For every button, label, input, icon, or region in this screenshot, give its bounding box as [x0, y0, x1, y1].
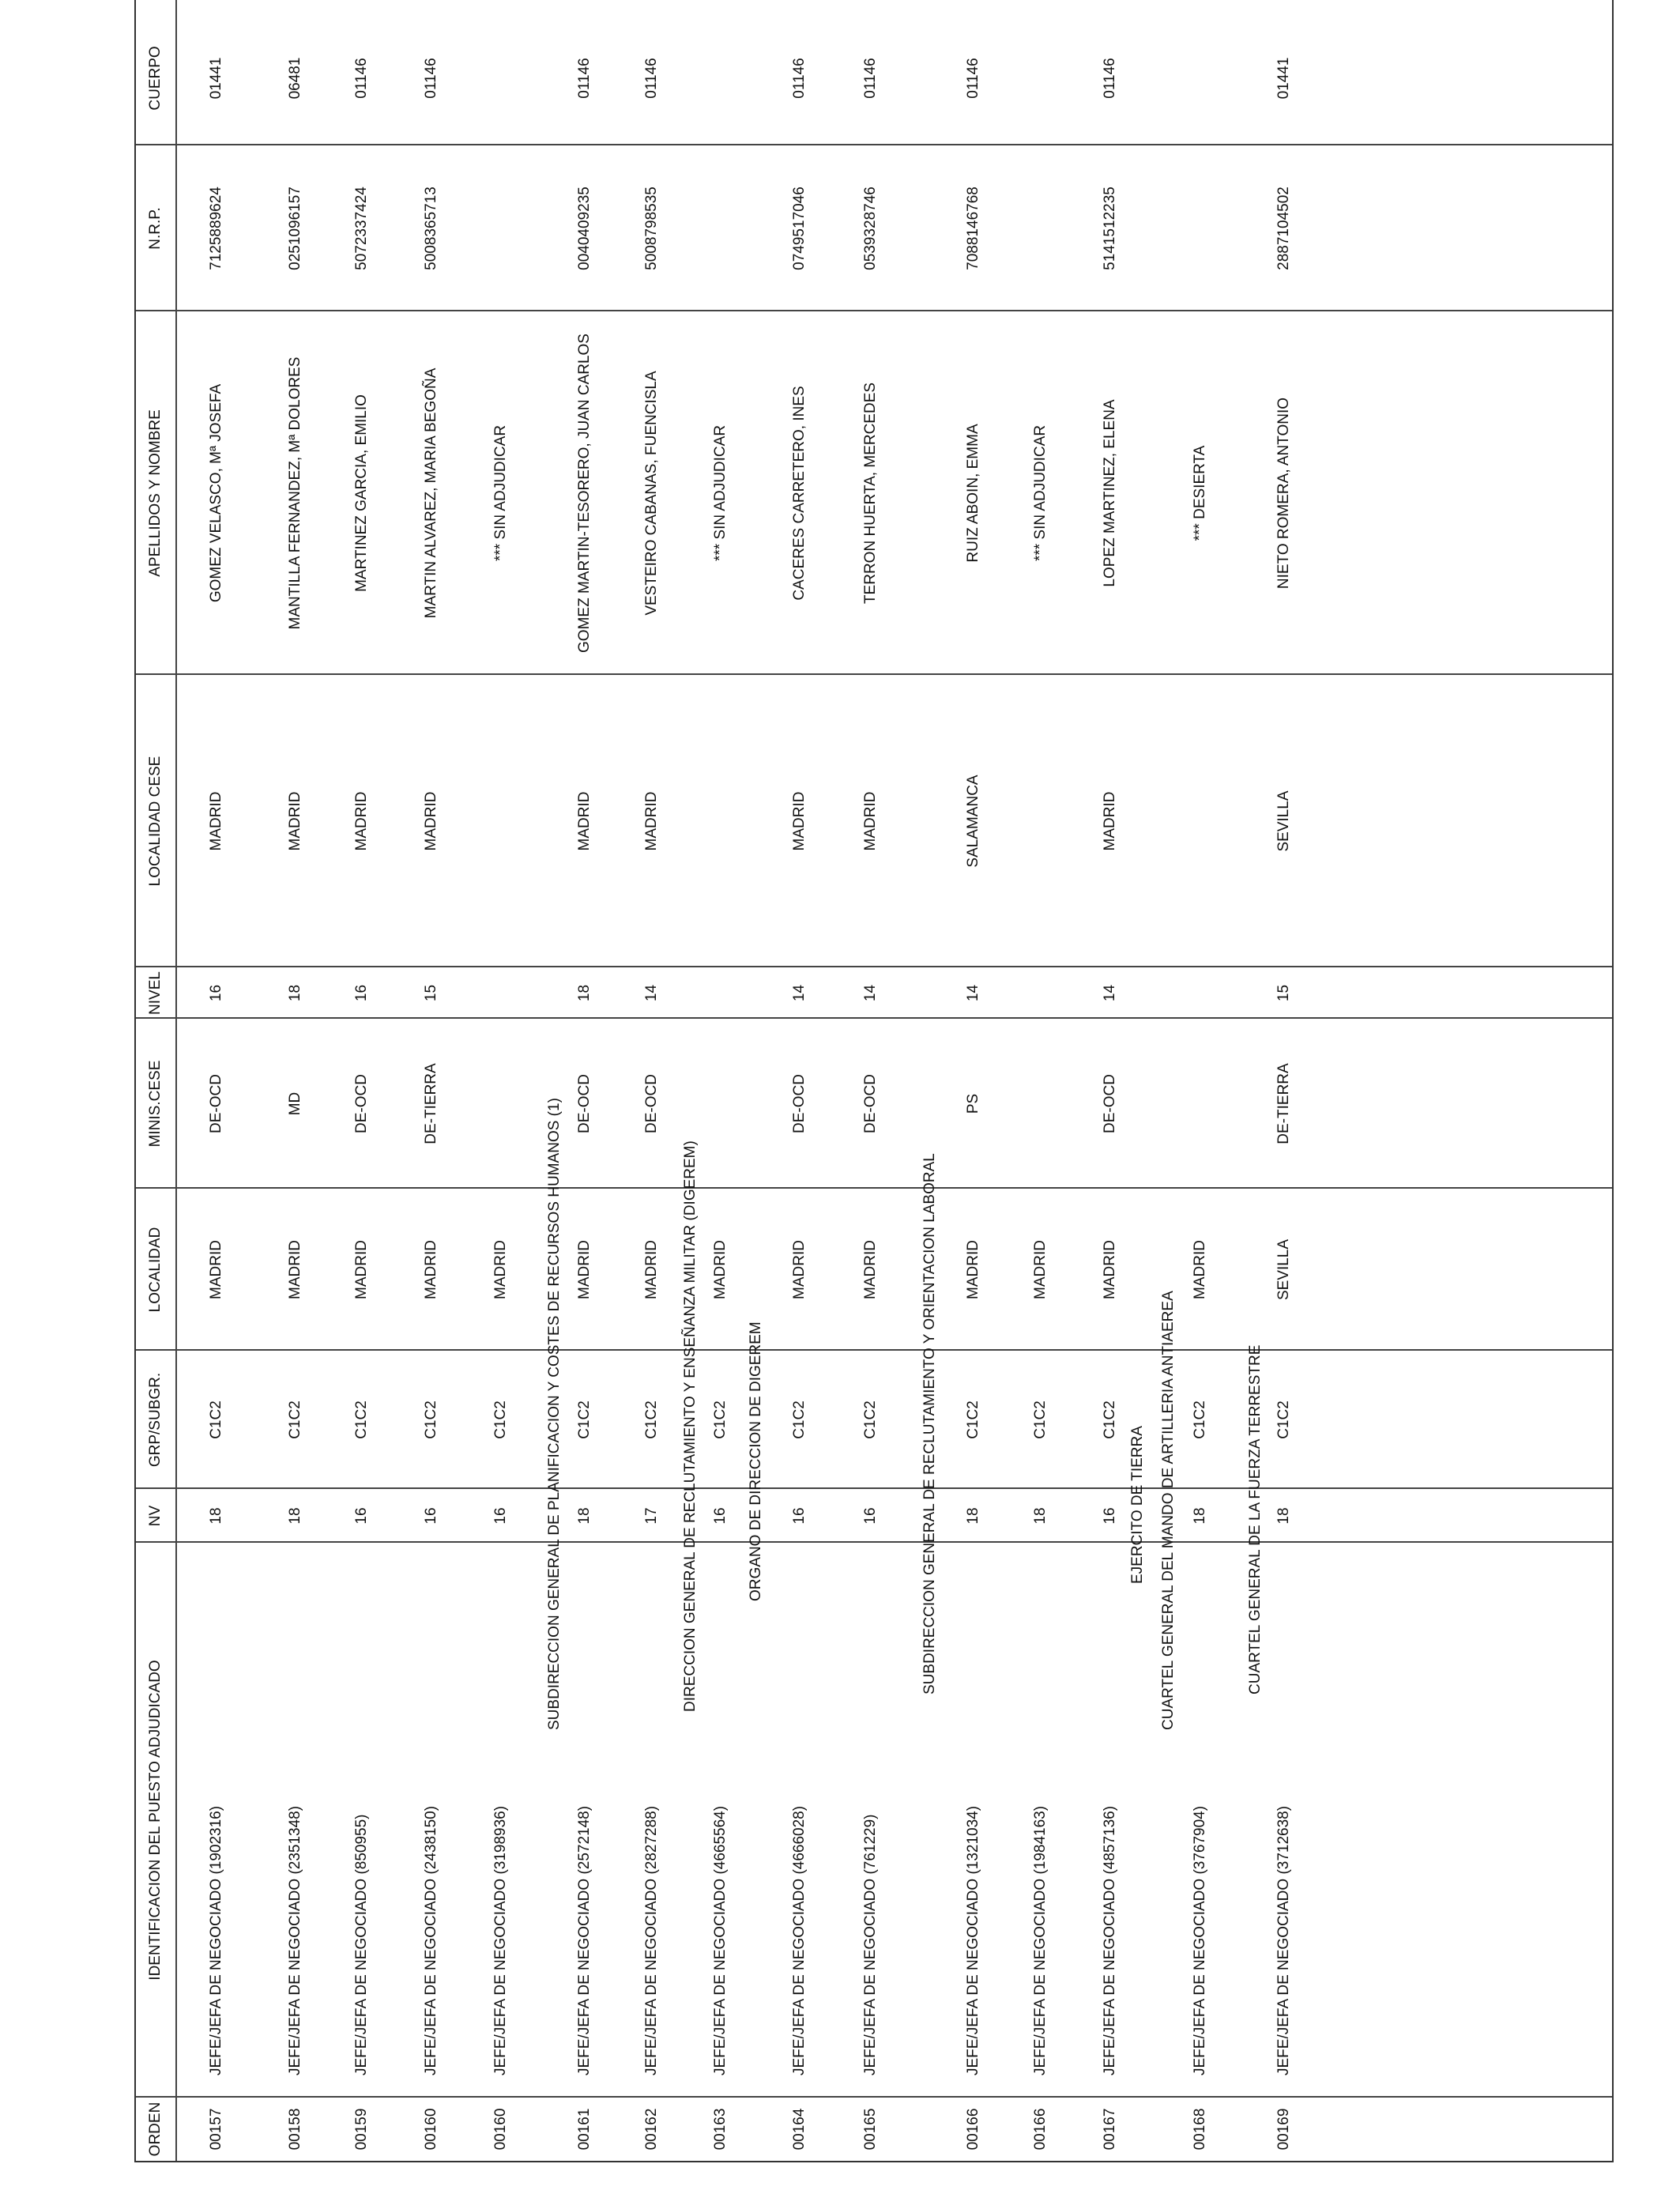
cell-apellidos: RUIZ ABOIN, EMMA [965, 424, 981, 563]
cell-identificacion: JEFE/JEFA DE NEGOCIADO (2438150) [423, 1805, 439, 2075]
section-heading: DIRECCION GENERAL DE RECLUTAMIENTO Y ENSEÑANZA MILITAR (DIGEREM) [682, 1140, 699, 1712]
cell-apellidos: TERRON HUERTA, MERCEDES [862, 382, 879, 605]
cell-cuerpo: 01441 [208, 57, 224, 100]
cell-orden: 00168 [1192, 2108, 1208, 2151]
cell-identificacion: JEFE/JEFA DE NEGOCIADO (2572148) [576, 1805, 593, 2075]
section-heading: EJERCITO DE TIERRA [1129, 1426, 1146, 1584]
cell-cuerpo: 01146 [1102, 58, 1118, 99]
cell-identificacion: JEFE/JEFA DE NEGOCIADO (850955) [353, 1814, 370, 2075]
cell-minis-cese: DE-OCD [643, 1074, 660, 1133]
column-header-grp: GRP/SUBGR. [147, 1372, 164, 1468]
section-heading: SUBDIRECCION GENERAL DE PLANIFICACION Y COSTES DE RECURSOS HUMANOS (1) [546, 1098, 563, 1730]
assignments-table [134, 0, 1614, 2162]
cell-grp: C1C2 [643, 1400, 660, 1439]
cell-grp: C1C2 [492, 1400, 509, 1439]
cell-nrp: 0040409235 [576, 187, 593, 270]
cell-localidad: MADRID [1102, 1240, 1118, 1299]
column-header-localidad: LOCALIDAD [147, 1227, 164, 1313]
cell-grp: C1C2 [576, 1400, 593, 1439]
cell-localidad: MADRID [353, 1240, 370, 1299]
cell-orden: 00166 [1032, 2108, 1049, 2151]
cell-nrp: 5141512235 [1102, 187, 1118, 270]
cell-orden: 00164 [791, 2108, 808, 2151]
cell-identificacion: JEFE/JEFA DE NEGOCIADO (4665564) [712, 1805, 729, 2075]
cell-localidad-cese: MADRID [791, 791, 808, 851]
cell-apellidos: MARTINEZ GARCIA, EMILIO [353, 394, 370, 592]
cell-minis-cese: DE-OCD [862, 1074, 879, 1133]
cell-localidad-cese: MADRID [643, 791, 660, 851]
cell-orden: 00163 [712, 2108, 729, 2151]
cell-orden: 00158 [287, 2108, 303, 2151]
cell-nv: 16 [353, 1507, 370, 1525]
section-heading: CUARTEL GENERAL DE LA FUERZA TERRESTRE [1247, 1344, 1264, 1695]
cell-identificacion: JEFE/JEFA DE NEGOCIADO (1321034) [965, 1805, 981, 2075]
cell-apellidos: MARTIN ALVAREZ, MARIA BEGOÑA [423, 368, 439, 619]
cell-localidad-cese: MADRID [208, 791, 224, 851]
cell-cuerpo: 01146 [965, 58, 981, 99]
cell-apellidos: GOMEZ VELASCO, Mª JOSEFA [208, 383, 224, 603]
cell-orden: 00159 [353, 2108, 370, 2151]
cell-orden: 00160 [423, 2108, 439, 2151]
cell-nivel: 14 [1102, 984, 1118, 1002]
column-header-nrp: N.R.P. [147, 207, 164, 250]
cell-orden: 00167 [1102, 2108, 1118, 2151]
cell-localidad-cese: MADRID [423, 791, 439, 851]
cell-identificacion: JEFE/JEFA DE NEGOCIADO (3712638) [1275, 1805, 1292, 2075]
cell-nv: 16 [791, 1507, 808, 1525]
cell-orden: 00165 [862, 2108, 879, 2151]
cell-nivel: 15 [423, 984, 439, 1002]
column-header-apellidos: APELLIDOS Y NOMBRE [147, 409, 164, 577]
cell-nrp: 2887104502 [1275, 187, 1292, 270]
cell-minis-cese: DE-TIERRA [423, 1063, 439, 1144]
section-heading: ORGANO DE DIRECCION DE DIGEREM [748, 1321, 764, 1601]
cell-apellidos: NIETO ROMERA, ANTONIO [1275, 397, 1292, 590]
cell-localidad-cese: MADRID [576, 791, 593, 851]
cell-grp: C1C2 [1275, 1400, 1292, 1439]
cell-apellidos: *** DESIERTA [1192, 445, 1208, 541]
cell-nivel: 14 [965, 984, 981, 1002]
cell-grp: C1C2 [862, 1400, 879, 1439]
cell-nrp: 0539328746 [862, 187, 879, 270]
column-header-localidad-cese: LOCALIDAD CESE [147, 756, 164, 887]
cell-apellidos: MANTILLA FERNANDEZ, Mª DOLORES [287, 356, 303, 630]
cell-grp: C1C2 [353, 1400, 370, 1439]
cell-grp: C1C2 [712, 1400, 729, 1439]
cell-nv: 18 [965, 1507, 981, 1525]
cell-minis-cese: DE-OCD [353, 1074, 370, 1133]
column-header-cuerpo: CUERPO [147, 46, 164, 111]
cell-apellidos: *** SIN ADJUDICAR [492, 424, 509, 562]
cell-localidad: MADRID [1192, 1240, 1208, 1299]
cell-nivel: 14 [791, 984, 808, 1002]
column-divider [136, 1017, 1612, 1019]
cell-apellidos: GOMEZ MARTIN-TESORERO, JUAN CARLOS [576, 334, 593, 653]
cell-identificacion: JEFE/JEFA DE NEGOCIADO (1984163) [1032, 1805, 1049, 2075]
cell-apellidos: *** SIN ADJUDICAR [712, 424, 729, 562]
cell-localidad: MADRID [287, 1240, 303, 1299]
cell-orden: 00169 [1275, 2108, 1292, 2151]
cell-apellidos: CACERES CARRETERO, INES [791, 386, 808, 601]
cell-identificacion: JEFE/JEFA DE NEGOCIADO (4666028) [791, 1805, 808, 2075]
cell-minis-cese: MD [287, 1091, 303, 1116]
column-divider [136, 966, 1612, 967]
column-header-nivel: NIVEL [147, 971, 164, 1015]
cell-nv: 17 [643, 1507, 660, 1525]
cell-grp: C1C2 [1192, 1400, 1208, 1439]
cell-localidad-cese: MADRID [287, 791, 303, 851]
cell-nv: 16 [712, 1507, 729, 1525]
cell-nivel: 15 [1275, 984, 1292, 1002]
cell-nrp: 7088146768 [965, 187, 981, 270]
cell-apellidos: *** SIN ADJUDICAR [1032, 424, 1049, 562]
section-heading: CUARTEL GENERAL DEL MANDO DE ARTILLERIA ANTIAEREA [1160, 1291, 1177, 1730]
cell-cuerpo: 06481 [287, 57, 303, 100]
cell-grp: C1C2 [208, 1400, 224, 1439]
cell-localidad-cese: MADRID [862, 791, 879, 851]
cell-apellidos: LOPEZ MARTINEZ, ELENA [1102, 399, 1118, 587]
cell-nrp: 0251096157 [287, 187, 303, 270]
cell-cuerpo: 01146 [791, 58, 808, 99]
cell-identificacion: JEFE/JEFA DE NEGOCIADO (4857136) [1102, 1805, 1118, 2075]
cell-grp: C1C2 [1102, 1400, 1118, 1439]
cell-nv: 16 [862, 1507, 879, 1525]
column-header-nv: NV [147, 1505, 164, 1527]
column-header-minis-cese: MINIS.CESE [147, 1060, 164, 1148]
cell-grp: C1C2 [287, 1400, 303, 1439]
cell-nrp: 5008798535 [643, 187, 660, 270]
cell-localidad: MADRID [423, 1240, 439, 1299]
cell-grp: C1C2 [791, 1400, 808, 1439]
cell-nv: 16 [492, 1507, 509, 1525]
cell-nrp: 5072337424 [353, 187, 370, 270]
cell-nivel: 16 [353, 984, 370, 1002]
cell-orden: 00160 [492, 2108, 509, 2151]
cell-nv: 18 [1275, 1507, 1292, 1525]
cell-cuerpo: 01146 [576, 58, 593, 99]
cell-localidad-cese: MADRID [1102, 791, 1118, 851]
column-header-identificacion: IDENTIFICACION DEL PUESTO ADJUDICADO [147, 1660, 164, 1981]
cell-nrp: 0749517046 [791, 187, 808, 270]
cell-orden: 00166 [965, 2108, 981, 2151]
cell-nv: 18 [287, 1507, 303, 1525]
cell-apellidos: VESTEIRO CABANAS, FUENCISLA [643, 371, 660, 616]
cell-nv: 18 [1192, 1507, 1208, 1525]
section-heading: SUBDIRECCION GENERAL DE RECLUTAMIENTO Y ORIENTACION LABORAL [921, 1153, 938, 1695]
cell-nv: 18 [1032, 1507, 1049, 1525]
cell-nv: 16 [1102, 1507, 1118, 1525]
cell-identificacion: JEFE/JEFA DE NEGOCIADO (761229) [862, 1814, 879, 2075]
cell-grp: C1C2 [423, 1400, 439, 1439]
cell-identificacion: JEFE/JEFA DE NEGOCIADO (3767904) [1192, 1805, 1208, 2075]
cell-localidad: MADRID [1032, 1240, 1049, 1299]
cell-localidad: MADRID [965, 1240, 981, 1299]
cell-identificacion: JEFE/JEFA DE NEGOCIADO (2827288) [643, 1805, 660, 2075]
cell-nv: 18 [576, 1507, 593, 1525]
cell-localidad: SEVILLA [1275, 1238, 1292, 1301]
cell-localidad: MADRID [492, 1240, 509, 1299]
cell-grp: C1C2 [965, 1400, 981, 1439]
cell-minis-cese: PS [965, 1093, 981, 1114]
cell-minis-cese: DE-OCD [576, 1074, 593, 1133]
column-divider [136, 1487, 1612, 1489]
cell-orden: 00157 [208, 2108, 224, 2151]
cell-localidad: MADRID [712, 1240, 729, 1299]
cell-cuerpo: 01146 [643, 58, 660, 99]
header-divider [175, 0, 177, 2161]
column-header-orden: ORDEN [147, 2102, 164, 2157]
cell-nv: 18 [208, 1507, 224, 1525]
cell-localidad: MADRID [643, 1240, 660, 1299]
column-divider [136, 673, 1612, 675]
column-divider [136, 1349, 1612, 1351]
cell-minis-cese: DE-OCD [208, 1074, 224, 1133]
cell-localidad-cese: MADRID [353, 791, 370, 851]
cell-nivel: 18 [576, 984, 593, 1002]
cell-localidad: MADRID [208, 1240, 224, 1299]
cell-localidad: MADRID [862, 1240, 879, 1299]
cell-localidad: MADRID [791, 1240, 808, 1299]
cell-nrp: 7125889624 [208, 187, 224, 270]
column-divider [136, 2096, 1612, 2098]
column-divider [136, 1541, 1612, 1543]
cell-cuerpo: 01146 [423, 58, 439, 99]
cell-orden: 00162 [643, 2108, 660, 2151]
cell-cuerpo: 01441 [1275, 57, 1292, 100]
cell-nivel: 14 [643, 984, 660, 1002]
cell-grp: C1C2 [1032, 1400, 1049, 1439]
cell-nivel: 18 [287, 984, 303, 1002]
column-divider [136, 1187, 1612, 1189]
column-divider [136, 144, 1612, 145]
cell-identificacion: JEFE/JEFA DE NEGOCIADO (3198936) [492, 1805, 509, 2075]
cell-nivel: 14 [862, 984, 879, 1002]
cell-nivel: 16 [208, 984, 224, 1002]
cell-minis-cese: DE-OCD [791, 1074, 808, 1133]
cell-orden: 00161 [576, 2108, 593, 2151]
cell-minis-cese: DE-TIERRA [1275, 1063, 1292, 1144]
cell-nv: 16 [423, 1507, 439, 1525]
cell-nrp: 5008365713 [423, 187, 439, 270]
cell-identificacion: JEFE/JEFA DE NEGOCIADO (2351348) [287, 1805, 303, 2075]
cell-cuerpo: 01146 [353, 58, 370, 99]
cell-localidad-cese: SALAMANCA [965, 775, 981, 868]
cell-minis-cese: DE-OCD [1102, 1074, 1118, 1133]
column-divider [136, 310, 1612, 311]
cell-identificacion: JEFE/JEFA DE NEGOCIADO (1902316) [208, 1805, 224, 2075]
cell-cuerpo: 01146 [862, 58, 879, 99]
cell-localidad: MADRID [576, 1240, 593, 1299]
cell-localidad-cese: SEVILLA [1275, 790, 1292, 852]
